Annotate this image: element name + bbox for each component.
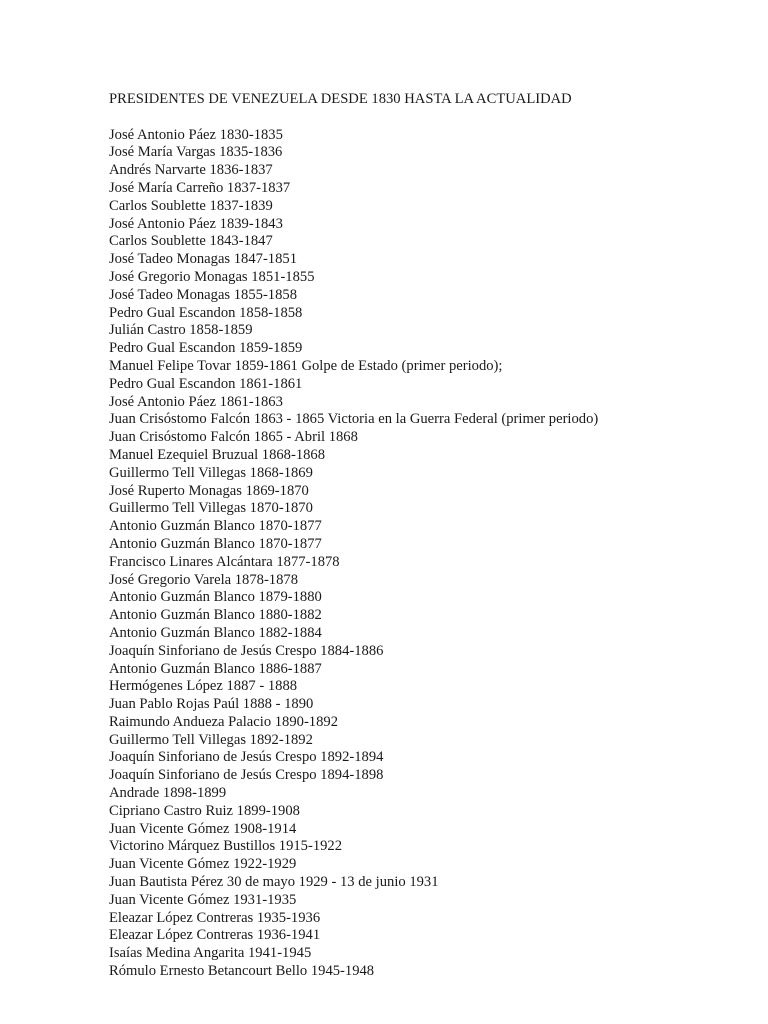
president-entry: Pedro Gual Escandon 1861-1861 (109, 375, 303, 392)
president-entry: Andrade 1898-1899 (109, 785, 227, 802)
president-entry: Antonio Guzmán Blanco 1880-1882 (109, 607, 322, 624)
president-entry: Juan Pablo Rojas Paúl 1888 - 1890 (109, 696, 314, 713)
president-entry: Joaquín Sinforiano de Jesús Crespo 1884-1886 (109, 642, 384, 659)
president-entry: José Ruperto Monagas 1869-1870 (109, 482, 309, 499)
president-entry: Antonio Guzmán Blanco 1870-1877 (109, 518, 322, 535)
president-entry: Cipriano Castro Ruiz 1899-1908 (109, 802, 300, 819)
president-entry: Juan Vicente Gómez 1931-1935 (109, 891, 297, 908)
president-entry: José Tadeo Monagas 1847-1851 (109, 251, 297, 268)
president-entry: José María Carreño 1837-1837 (109, 179, 291, 196)
president-entry: Guillermo Tell Villegas 1868-1869 (109, 464, 313, 481)
president-entry: José Antonio Páez 1861-1863 (109, 393, 283, 410)
president-entry: José María Vargas 1835-1836 (109, 144, 283, 161)
president-entry: Julián Castro 1858-1859 (109, 322, 253, 339)
president-entry: Manuel Ezequiel Bruzual 1868-1868 (109, 446, 326, 463)
president-entry: José Gregorio Varela 1878-1878 (109, 571, 298, 588)
president-entry: Antonio Guzmán Blanco 1886-1887 (109, 660, 322, 677)
president-entry: Antonio Guzmán Blanco 1870-1877 (109, 535, 322, 552)
president-entry: Juan Bautista Pérez 30 de mayo 1929 - 13 de junio 1931 (109, 874, 439, 891)
president-entry: Carlos Soublette 1843-1847 (109, 233, 273, 250)
president-entry: José Antonio Páez 1839-1843 (109, 215, 283, 232)
president-entry: Joaquín Sinforiano de Jesús Crespo 1894-1898 (109, 767, 384, 784)
president-entry: Hermógenes López 1887 - 1888 (109, 678, 298, 695)
president-entry: Victorino Márquez Bustillos 1915-1922 (109, 838, 343, 855)
president-entry: Rómulo Ernesto Betancourt Bello 1945-1948 (109, 963, 375, 980)
president-entry: Andrés Narvarte 1836-1837 (109, 162, 273, 179)
president-entry: Francisco Linares Alcántara 1877-1878 (109, 553, 340, 570)
president-entry: Juan Vicente Gómez 1908-1914 (109, 820, 297, 837)
president-entry: José Antonio Páez 1830-1835 (109, 126, 283, 143)
president-entry: Guillermo Tell Villegas 1892-1892 (109, 731, 313, 748)
president-entry: Manuel Felipe Tovar 1859-1861 Golpe de Estado (primer periodo); (109, 357, 503, 374)
president-entry: Eleazar López Contreras 1936-1941 (109, 927, 321, 944)
president-entry: Antonio Guzmán Blanco 1879-1880 (109, 589, 322, 606)
president-entry: Eleazar López Contreras 1935-1936 (109, 909, 321, 926)
president-entry: Guillermo Tell Villegas 1870-1870 (109, 500, 313, 517)
presidents-list (109, 127, 768, 981)
president-entry: José Gregorio Monagas 1851-1855 (109, 268, 315, 285)
president-entry: Carlos Soublette 1837-1839 (109, 197, 273, 214)
president-entry: Pedro Gual Escandon 1858-1858 (109, 304, 303, 321)
president-entry: Juan Crisóstomo Falcón 1865 - Abril 1868 (109, 429, 358, 446)
document-title: PRESIDENTES DE VENEZUELA DESDE 1830 HASTA LA ACTUALIDAD (109, 91, 572, 107)
president-entry: José Tadeo Monagas 1855-1858 (109, 286, 297, 303)
president-entry: Joaquín Sinforiano de Jesús Crespo 1892-1894 (109, 749, 384, 766)
president-entry: Raimundo Andueza Palacio 1890-1892 (109, 713, 338, 730)
president-entry: Juan Vicente Gómez 1922-1929 (109, 856, 297, 873)
president-entry: Juan Crisóstomo Falcón 1863 - 1865 Victoria en la Guerra Federal (primer periodo) (109, 411, 599, 428)
president-entry: Pedro Gual Escandon 1859-1859 (109, 340, 303, 357)
president-entry: Isaías Medina Angarita 1941-1945 (109, 945, 312, 962)
document-page (109, 91, 768, 981)
president-entry: Antonio Guzmán Blanco 1882-1884 (109, 624, 322, 641)
